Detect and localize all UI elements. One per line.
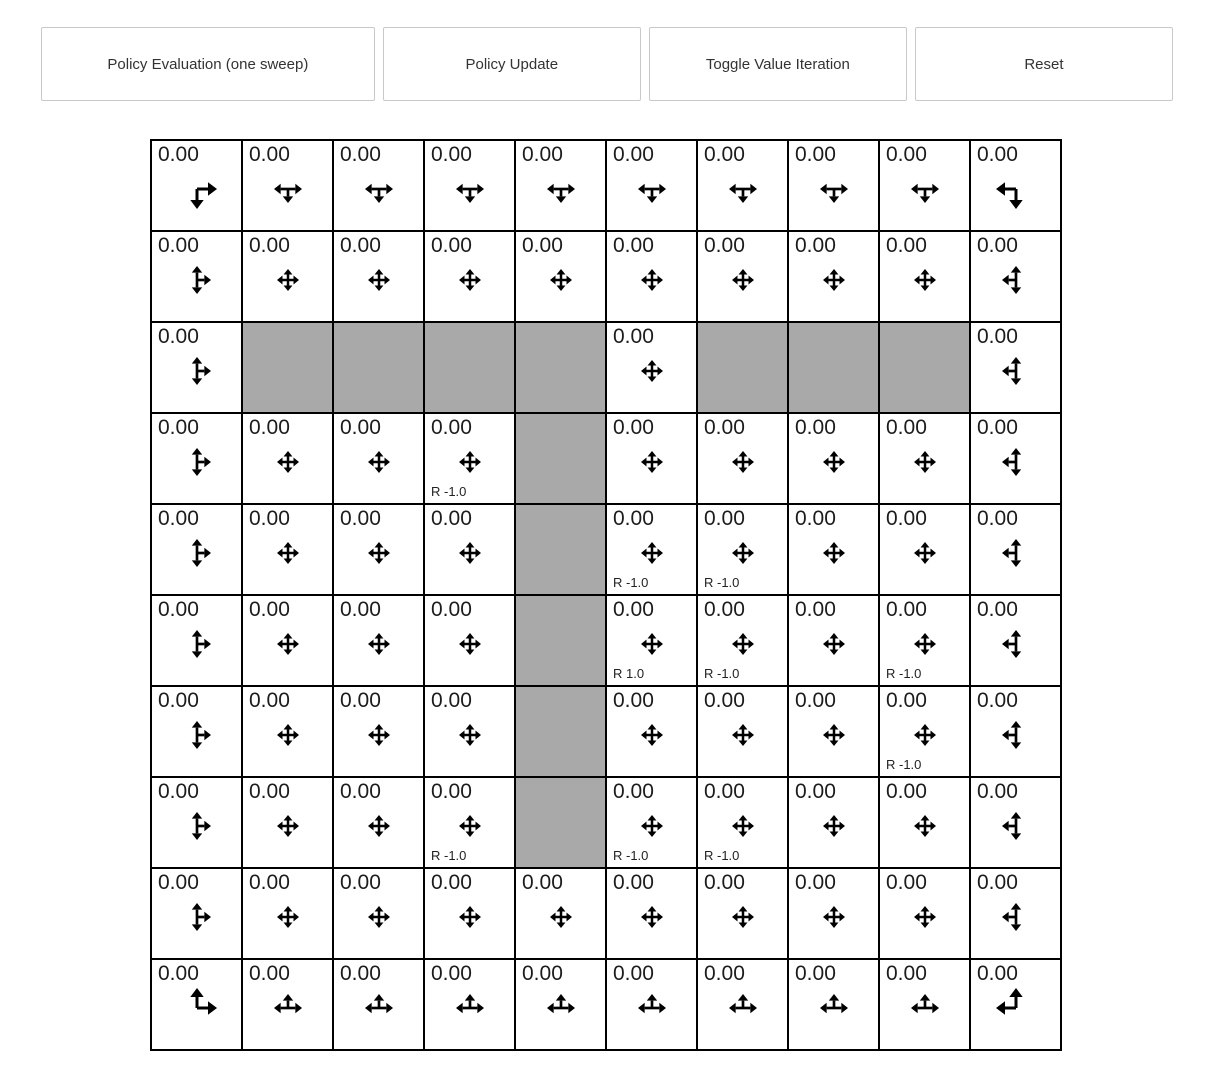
policy-arrows-icon (628, 620, 676, 668)
policy-arrows-icon (992, 893, 1040, 941)
cell-value: 0.00 (249, 507, 290, 530)
cell-value: 0.00 (431, 143, 472, 166)
cell-value: 0.00 (158, 507, 199, 530)
wall-cell-r7-c4 (516, 778, 605, 867)
policy-arrows-icon (810, 529, 858, 577)
cell-reward: R -1.0 (886, 666, 922, 681)
cell-value: 0.00 (431, 780, 472, 803)
policy-arrows-icon (901, 438, 949, 486)
cell-value: 0.00 (158, 780, 199, 803)
cell-value: 0.00 (431, 689, 472, 712)
policy-arrows-icon (719, 165, 767, 213)
cell-value: 0.00 (249, 871, 290, 894)
wall-cell-r2-c3 (425, 323, 514, 412)
cell-value: 0.00 (158, 871, 199, 894)
cell-reward: R 1.0 (613, 666, 645, 681)
grid-cell-r0-c9[interactable] (971, 141, 1060, 230)
grid-cell-r0-c0[interactable] (152, 141, 241, 230)
policy-arrows-icon (992, 256, 1040, 304)
policy-arrows-icon (901, 256, 949, 304)
wall-cell-r4-c4 (516, 505, 605, 594)
grid-cell-r1-c4[interactable] (516, 232, 605, 321)
grid-cell-r5-c3[interactable] (425, 596, 514, 685)
policy-arrows-icon (992, 620, 1040, 668)
cell-value: 0.00 (886, 143, 927, 166)
policy-arrows-icon (355, 893, 403, 941)
policy-arrows-icon (446, 620, 494, 668)
grid-cell-r0-c6[interactable] (698, 141, 787, 230)
grid-cell-r8-c6[interactable] (698, 869, 787, 958)
policy-arrows-icon (901, 620, 949, 668)
policy-arrows-icon (446, 529, 494, 577)
grid-cell-r9-c1[interactable] (243, 960, 332, 1049)
cell-value: 0.00 (522, 234, 563, 257)
policy-arrows-icon (628, 438, 676, 486)
policy-arrows-icon (628, 347, 676, 395)
policy-arrows-icon (628, 802, 676, 850)
cell-value: 0.00 (795, 234, 836, 257)
grid-cell-r5-c7[interactable] (789, 596, 878, 685)
grid-cell-r7-c2[interactable] (334, 778, 423, 867)
policy-arrows-icon (719, 893, 767, 941)
cell-value: 0.00 (795, 598, 836, 621)
grid-cell-r1-c8[interactable] (880, 232, 969, 321)
policy-arrows-icon (719, 438, 767, 486)
policy-arrows-icon (355, 256, 403, 304)
policy-arrows-icon (719, 802, 767, 850)
policy-arrows-icon (810, 620, 858, 668)
wall-cell-r6-c4 (516, 687, 605, 776)
policy-arrows-icon (537, 165, 585, 213)
grid-cell-r9-c5[interactable] (607, 960, 696, 1049)
cell-value: 0.00 (977, 598, 1018, 621)
cell-value: 0.00 (158, 325, 199, 348)
cell-value: 0.00 (431, 234, 472, 257)
policy-arrows-icon (264, 984, 312, 1032)
gridworld-grid (150, 139, 1062, 1051)
cell-value: 0.00 (977, 871, 1018, 894)
policy-arrows-icon (628, 529, 676, 577)
grid-cell-r8-c5[interactable] (607, 869, 696, 958)
policy-arrows-icon (355, 984, 403, 1032)
cell-value: 0.00 (886, 416, 927, 439)
grid-cell-r8-c4[interactable] (516, 869, 605, 958)
grid-cell-r7-c1[interactable] (243, 778, 332, 867)
cell-value: 0.00 (977, 416, 1018, 439)
cell-value: 0.00 (886, 234, 927, 257)
cell-value: 0.00 (613, 143, 654, 166)
policy-arrows-icon (628, 165, 676, 213)
cell-reward: R -1.0 (431, 848, 467, 863)
policy-arrows-icon (628, 711, 676, 759)
cell-value: 0.00 (704, 143, 745, 166)
cell-value: 0.00 (613, 325, 654, 348)
cell-value: 0.00 (795, 962, 836, 985)
policy-arrows-icon (992, 802, 1040, 850)
cell-value: 0.00 (340, 416, 381, 439)
cell-value: 0.00 (795, 143, 836, 166)
cell-value: 0.00 (613, 962, 654, 985)
wall-cell-r2-c7 (789, 323, 878, 412)
cell-value: 0.00 (704, 598, 745, 621)
cell-value: 0.00 (340, 143, 381, 166)
toolbar (0, 0, 1224, 101)
cell-value: 0.00 (613, 416, 654, 439)
cell-value: 0.00 (158, 234, 199, 257)
policy-arrows-icon (810, 711, 858, 759)
policy-arrows-icon (992, 529, 1040, 577)
grid-cell-r3-c8[interactable] (880, 414, 969, 503)
cell-value: 0.00 (158, 598, 199, 621)
grid-cell-r2-c0[interactable] (152, 323, 241, 412)
grid-cell-r6-c5[interactable] (607, 687, 696, 776)
grid-cell-r5-c9[interactable] (971, 596, 1060, 685)
wall-cell-r2-c2 (334, 323, 423, 412)
cell-value: 0.00 (977, 780, 1018, 803)
wall-cell-r2-c4 (516, 323, 605, 412)
cell-value: 0.00 (613, 234, 654, 257)
cell-value: 0.00 (249, 143, 290, 166)
grid-cell-r0-c5[interactable] (607, 141, 696, 230)
grid-cell-r4-c0[interactable] (152, 505, 241, 594)
cell-value: 0.00 (431, 507, 472, 530)
policy-arrows-icon (719, 620, 767, 668)
cell-value: 0.00 (522, 962, 563, 985)
grid-cell-r1-c6[interactable] (698, 232, 787, 321)
policy-arrows-icon (810, 893, 858, 941)
grid-cell-r9-c9[interactable] (971, 960, 1060, 1049)
grid-cell-r4-c6[interactable] (698, 505, 787, 594)
cell-value: 0.00 (613, 507, 654, 530)
grid-cell-r1-c2[interactable] (334, 232, 423, 321)
grid-cell-r9-c6[interactable] (698, 960, 787, 1049)
policy-arrows-icon (173, 711, 221, 759)
policy-arrows-icon (173, 256, 221, 304)
policy-arrows-icon (446, 893, 494, 941)
cell-value: 0.00 (977, 234, 1018, 257)
grid-cell-r7-c7[interactable] (789, 778, 878, 867)
policy-arrows-icon (537, 256, 585, 304)
policy-arrows-icon (355, 711, 403, 759)
policy-arrows-icon (264, 711, 312, 759)
grid-cell-r0-c3[interactable] (425, 141, 514, 230)
cell-value: 0.00 (795, 871, 836, 894)
policy-arrows-icon (628, 984, 676, 1032)
policy-arrows-icon (992, 347, 1040, 395)
policy-arrows-icon (810, 802, 858, 850)
grid-cell-r8-c3[interactable] (425, 869, 514, 958)
grid-cell-r1-c5[interactable] (607, 232, 696, 321)
grid-cell-r6-c6[interactable] (698, 687, 787, 776)
cell-value: 0.00 (249, 780, 290, 803)
cell-reward: R -1.0 (704, 666, 740, 681)
policy-arrows-icon (901, 529, 949, 577)
cell-value: 0.00 (613, 689, 654, 712)
grid-cell-r9-c8[interactable] (880, 960, 969, 1049)
grid-cell-r3-c2[interactable] (334, 414, 423, 503)
policy-arrows-icon (446, 802, 494, 850)
wall-cell-r3-c4 (516, 414, 605, 503)
policy-arrows-icon (264, 893, 312, 941)
policy-arrows-icon (992, 165, 1040, 213)
policy-arrows-icon (264, 438, 312, 486)
policy-arrows-icon (173, 347, 221, 395)
cell-value: 0.00 (977, 962, 1018, 985)
wall-cell-r5-c4 (516, 596, 605, 685)
policy-arrows-icon (355, 529, 403, 577)
policy-arrows-icon (173, 802, 221, 850)
cell-value: 0.00 (704, 234, 745, 257)
cell-value: 0.00 (340, 871, 381, 894)
grid-cell-r7-c6[interactable] (698, 778, 787, 867)
cell-reward: R -1.0 (704, 575, 740, 590)
policy-update-button[interactable]: Policy Update (383, 27, 641, 101)
cell-reward: R -1.0 (886, 757, 922, 772)
cell-value: 0.00 (249, 962, 290, 985)
cell-value: 0.00 (522, 871, 563, 894)
grid-cell-r5-c2[interactable] (334, 596, 423, 685)
cell-value: 0.00 (704, 780, 745, 803)
grid-cell-r2-c9[interactable] (971, 323, 1060, 412)
grid-cell-r5-c1[interactable] (243, 596, 332, 685)
policy-arrows-icon (355, 438, 403, 486)
grid-cell-r8-c7[interactable] (789, 869, 878, 958)
toggle-value-iteration-button[interactable]: Toggle Value Iteration (649, 27, 907, 101)
policy-arrows-icon (901, 711, 949, 759)
cell-value: 0.00 (613, 598, 654, 621)
cell-value: 0.00 (977, 689, 1018, 712)
grid-cell-r6-c1[interactable] (243, 687, 332, 776)
cell-value: 0.00 (340, 507, 381, 530)
cell-reward: R -1.0 (613, 848, 649, 863)
policy-arrows-icon (446, 256, 494, 304)
cell-value: 0.00 (340, 689, 381, 712)
grid-cell-r8-c9[interactable] (971, 869, 1060, 958)
policy-arrows-icon (355, 165, 403, 213)
policy-arrows-icon (719, 711, 767, 759)
grid-cell-r6-c8[interactable] (880, 687, 969, 776)
cell-reward: R -1.0 (613, 575, 649, 590)
grid-cell-r4-c8[interactable] (880, 505, 969, 594)
cell-value: 0.00 (340, 780, 381, 803)
policy-arrows-icon (173, 438, 221, 486)
policy-arrows-icon (446, 438, 494, 486)
grid-cell-r3-c6[interactable] (698, 414, 787, 503)
cell-value: 0.00 (977, 507, 1018, 530)
policy-arrows-icon (992, 984, 1040, 1032)
grid-cell-r5-c6[interactable] (698, 596, 787, 685)
grid-cell-r0-c8[interactable] (880, 141, 969, 230)
cell-value: 0.00 (795, 689, 836, 712)
cell-value: 0.00 (158, 689, 199, 712)
cell-reward: R -1.0 (704, 848, 740, 863)
policy-arrows-icon (173, 620, 221, 668)
grid-cell-r5-c8[interactable] (880, 596, 969, 685)
cell-value: 0.00 (613, 780, 654, 803)
policy-arrows-icon (992, 438, 1040, 486)
grid-cell-r4-c1[interactable] (243, 505, 332, 594)
grid-cell-r1-c9[interactable] (971, 232, 1060, 321)
policy-arrows-icon (173, 529, 221, 577)
grid-cell-r1-c0[interactable] (152, 232, 241, 321)
policy-evaluation-button[interactable]: Policy Evaluation (one sweep) (41, 27, 375, 101)
cell-value: 0.00 (886, 962, 927, 985)
policy-arrows-icon (264, 256, 312, 304)
cell-value: 0.00 (704, 871, 745, 894)
policy-arrows-icon (992, 711, 1040, 759)
grid-cell-r1-c7[interactable] (789, 232, 878, 321)
cell-value: 0.00 (886, 507, 927, 530)
cell-value: 0.00 (249, 234, 290, 257)
grid-cell-r3-c7[interactable] (789, 414, 878, 503)
cell-value: 0.00 (795, 416, 836, 439)
cell-value: 0.00 (613, 871, 654, 894)
wall-cell-r2-c8 (880, 323, 969, 412)
policy-arrows-icon (719, 984, 767, 1032)
cell-value: 0.00 (340, 962, 381, 985)
grid-cell-r6-c3[interactable] (425, 687, 514, 776)
policy-arrows-icon (810, 256, 858, 304)
cell-value: 0.00 (704, 507, 745, 530)
policy-arrows-icon (264, 620, 312, 668)
cell-value: 0.00 (704, 962, 745, 985)
cell-value: 0.00 (522, 143, 563, 166)
reset-button[interactable]: Reset (915, 27, 1173, 101)
grid-cell-r8-c1[interactable] (243, 869, 332, 958)
grid-cell-r0-c4[interactable] (516, 141, 605, 230)
cell-value: 0.00 (158, 962, 199, 985)
grid-cell-r5-c0[interactable] (152, 596, 241, 685)
policy-arrows-icon (537, 893, 585, 941)
grid-cell-r3-c5[interactable] (607, 414, 696, 503)
policy-arrows-icon (901, 984, 949, 1032)
cell-value: 0.00 (431, 871, 472, 894)
grid-cell-r1-c3[interactable] (425, 232, 514, 321)
wall-cell-r2-c6 (698, 323, 787, 412)
grid-cell-r4-c3[interactable] (425, 505, 514, 594)
cell-value: 0.00 (249, 689, 290, 712)
grid-cell-r3-c3[interactable] (425, 414, 514, 503)
cell-value: 0.00 (249, 598, 290, 621)
policy-arrows-icon (901, 802, 949, 850)
policy-arrows-icon (355, 620, 403, 668)
grid-cell-r2-c5[interactable] (607, 323, 696, 412)
policy-arrows-icon (173, 165, 221, 213)
grid-cell-r3-c1[interactable] (243, 414, 332, 503)
policy-arrows-icon (264, 529, 312, 577)
grid-cell-r9-c2[interactable] (334, 960, 423, 1049)
policy-arrows-icon (446, 984, 494, 1032)
grid-cell-r6-c0[interactable] (152, 687, 241, 776)
grid-cell-r8-c2[interactable] (334, 869, 423, 958)
grid-cell-r7-c9[interactable] (971, 778, 1060, 867)
cell-value: 0.00 (340, 234, 381, 257)
grid-cell-r4-c9[interactable] (971, 505, 1060, 594)
policy-arrows-icon (810, 984, 858, 1032)
policy-arrows-icon (628, 893, 676, 941)
grid-cell-r9-c7[interactable] (789, 960, 878, 1049)
grid-cell-r3-c0[interactable] (152, 414, 241, 503)
policy-arrows-icon (446, 165, 494, 213)
cell-value: 0.00 (886, 871, 927, 894)
policy-arrows-icon (173, 984, 221, 1032)
grid-cell-r6-c2[interactable] (334, 687, 423, 776)
policy-arrows-icon (173, 893, 221, 941)
cell-reward: R -1.0 (431, 484, 467, 499)
cell-value: 0.00 (340, 598, 381, 621)
cell-value: 0.00 (158, 143, 199, 166)
cell-value: 0.00 (431, 598, 472, 621)
grid-cell-r5-c5[interactable] (607, 596, 696, 685)
cell-value: 0.00 (158, 416, 199, 439)
cell-value: 0.00 (886, 689, 927, 712)
cell-value: 0.00 (977, 325, 1018, 348)
wall-cell-r2-c1 (243, 323, 332, 412)
policy-arrows-icon (719, 529, 767, 577)
grid-cell-r7-c8[interactable] (880, 778, 969, 867)
policy-arrows-icon (264, 165, 312, 213)
cell-value: 0.00 (886, 598, 927, 621)
grid-cell-r1-c1[interactable] (243, 232, 332, 321)
grid-cell-r3-c9[interactable] (971, 414, 1060, 503)
grid-cell-r8-c8[interactable] (880, 869, 969, 958)
policy-arrows-icon (901, 165, 949, 213)
policy-arrows-icon (628, 256, 676, 304)
policy-arrows-icon (537, 984, 585, 1032)
grid-cell-r4-c7[interactable] (789, 505, 878, 594)
grid-cell-r4-c5[interactable] (607, 505, 696, 594)
cell-value: 0.00 (886, 780, 927, 803)
grid-cell-r7-c5[interactable] (607, 778, 696, 867)
cell-value: 0.00 (704, 416, 745, 439)
cell-value: 0.00 (431, 962, 472, 985)
grid-cell-r6-c7[interactable] (789, 687, 878, 776)
grid-cell-r7-c0[interactable] (152, 778, 241, 867)
grid-cell-r0-c1[interactable] (243, 141, 332, 230)
policy-arrows-icon (810, 165, 858, 213)
grid-cell-r0-c7[interactable] (789, 141, 878, 230)
cell-value: 0.00 (977, 143, 1018, 166)
policy-arrows-icon (810, 438, 858, 486)
grid-cell-r6-c9[interactable] (971, 687, 1060, 776)
policy-arrows-icon (719, 256, 767, 304)
cell-value: 0.00 (431, 416, 472, 439)
cell-value: 0.00 (795, 507, 836, 530)
grid-cell-r9-c4[interactable] (516, 960, 605, 1049)
policy-arrows-icon (355, 802, 403, 850)
grid-cell-r4-c2[interactable] (334, 505, 423, 594)
policy-arrows-icon (264, 802, 312, 850)
policy-arrows-icon (901, 893, 949, 941)
grid-cell-r9-c0[interactable] (152, 960, 241, 1049)
cell-value: 0.00 (704, 689, 745, 712)
grid-cell-r7-c3[interactable] (425, 778, 514, 867)
cell-value: 0.00 (249, 416, 290, 439)
grid-cell-r0-c2[interactable] (334, 141, 423, 230)
cell-value: 0.00 (795, 780, 836, 803)
grid-cell-r9-c3[interactable] (425, 960, 514, 1049)
policy-arrows-icon (446, 711, 494, 759)
grid-cell-r8-c0[interactable] (152, 869, 241, 958)
